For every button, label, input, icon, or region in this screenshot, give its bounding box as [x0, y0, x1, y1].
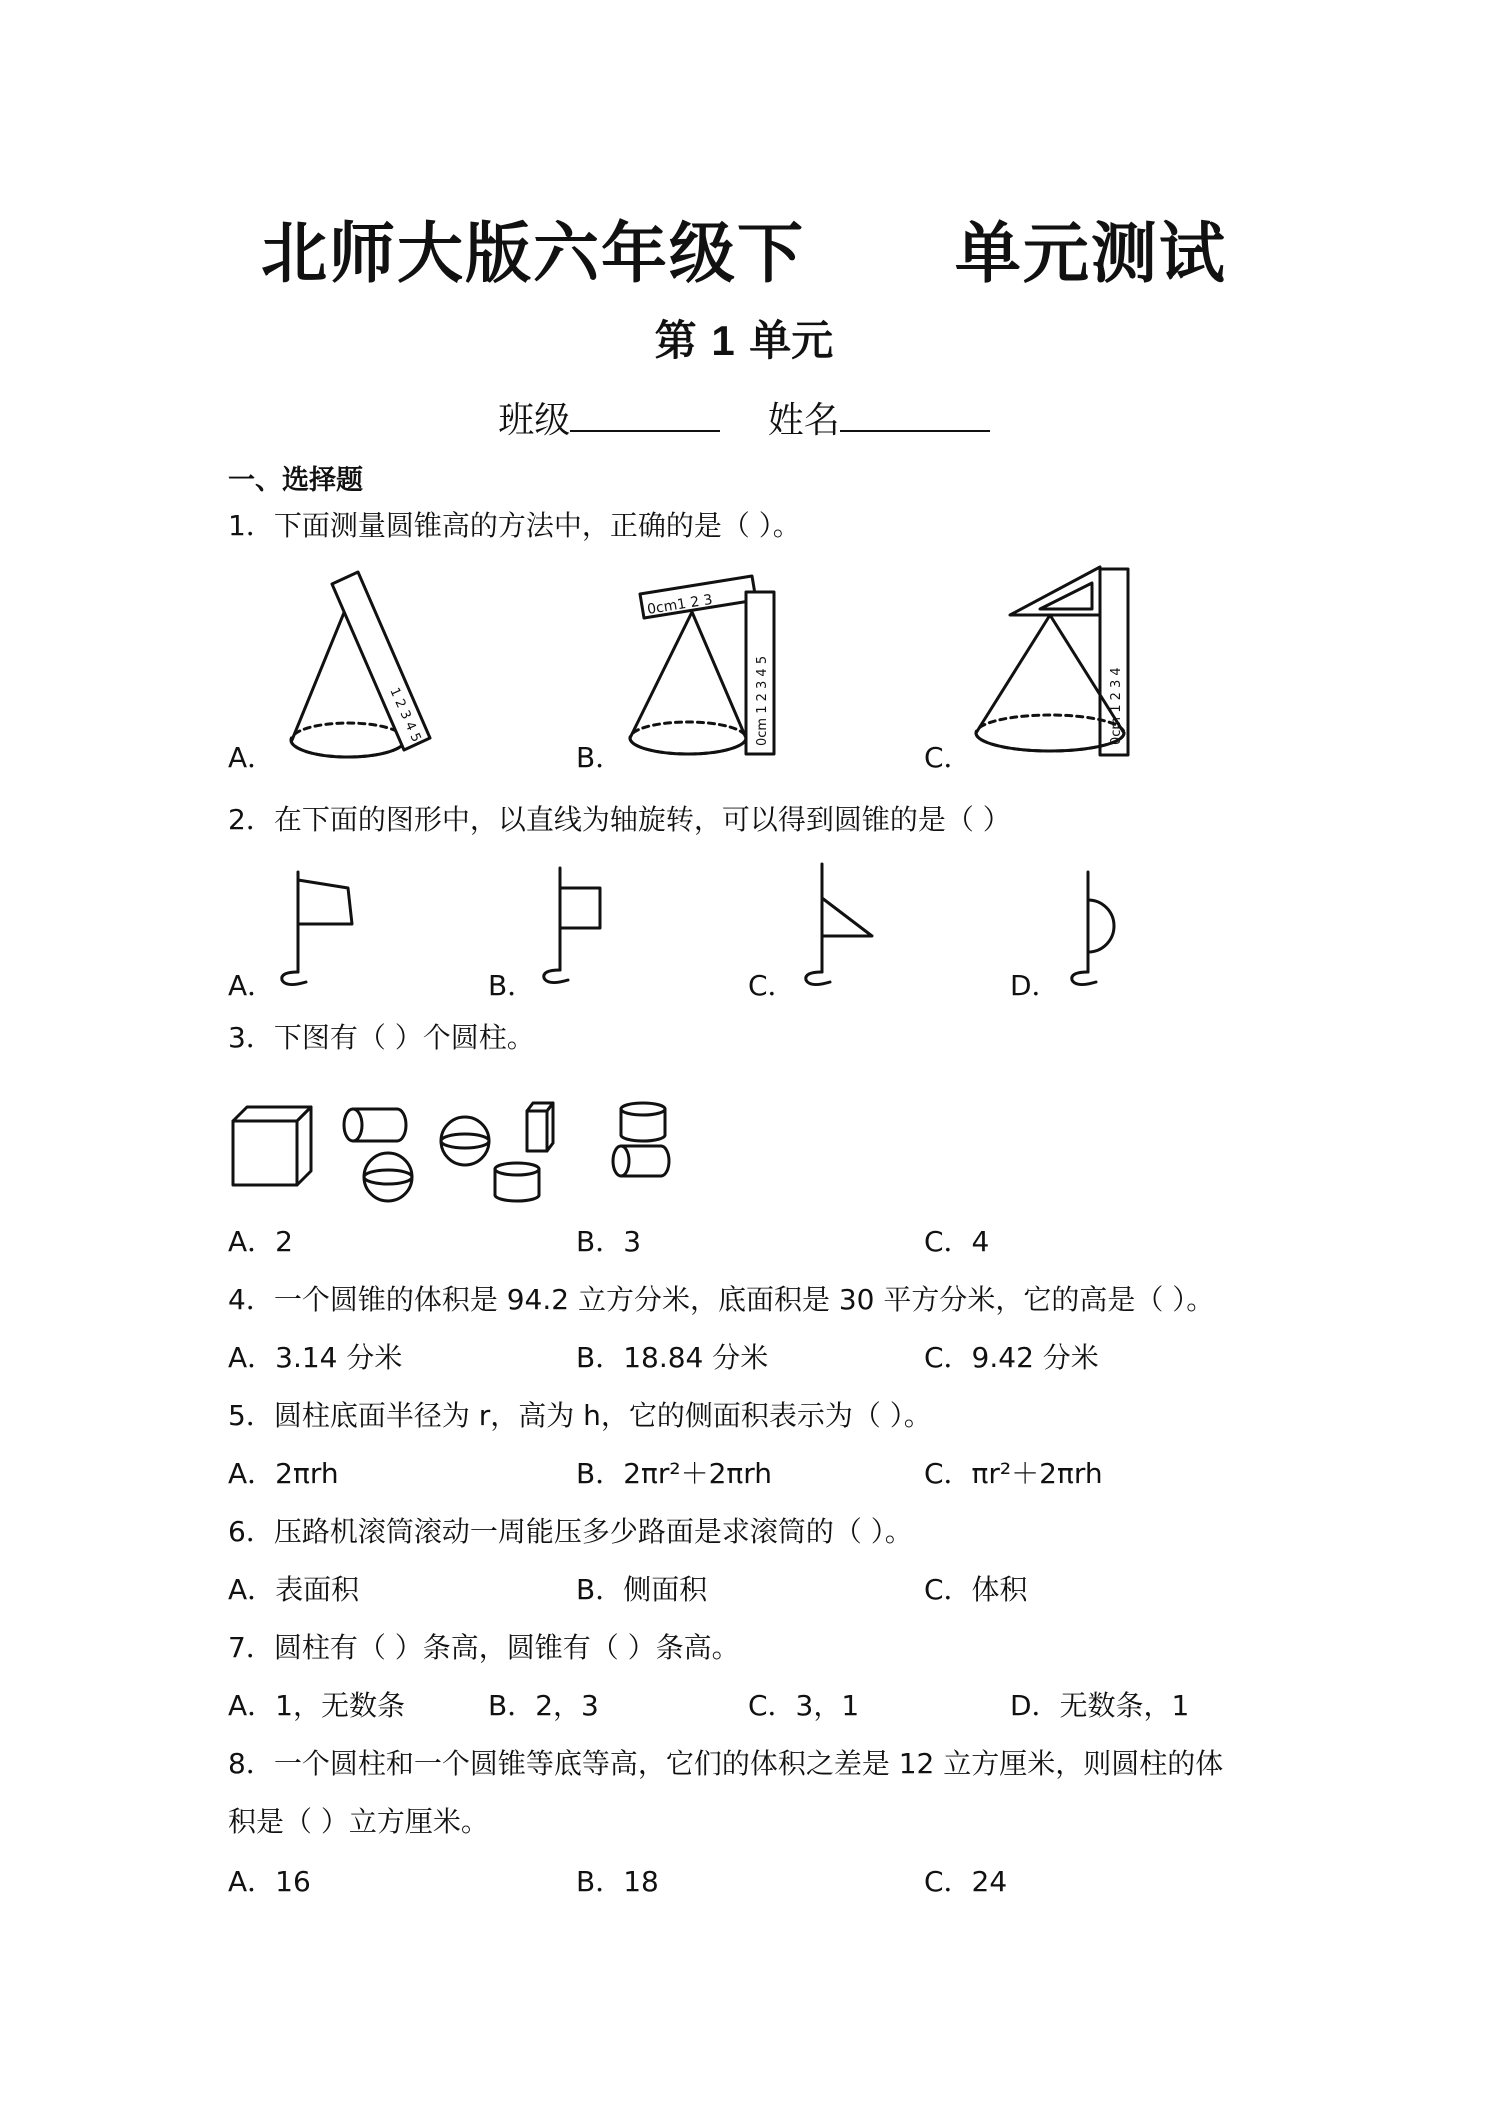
question-7-option-c[interactable]: C．3，1	[748, 1689, 860, 1722]
question-6-text: 6．压路机滚筒滚动一周能压多少路面是求滚筒的（ ）。	[228, 1515, 913, 1548]
unit-number: 1	[711, 317, 735, 364]
question-2-option-c[interactable]: C．	[748, 969, 796, 1002]
question-6-option-b[interactable]: B．侧面积	[576, 1573, 708, 1606]
svg-text:1 2 3 4 5: 1 2 3 4 5	[386, 685, 424, 745]
question-8-option-c[interactable]: C．24	[924, 1865, 1008, 1898]
student-info	[0, 392, 1488, 443]
class-blank[interactable]	[570, 396, 720, 432]
question-3-option-b[interactable]: B．3	[576, 1225, 642, 1258]
cone-ruler-figure-a	[280, 570, 480, 760]
question-5-option-c[interactable]: C．πr²＋2πrh	[924, 1457, 1103, 1490]
class-label: 班级	[498, 400, 571, 441]
question-3-option-c[interactable]: C．4	[924, 1225, 990, 1258]
question-6-option-a[interactable]: A．表面积	[228, 1573, 360, 1606]
question-2-option-b[interactable]: B．	[488, 969, 536, 1002]
question-1-option-a[interactable]: A．	[228, 741, 276, 774]
question-7-option-b[interactable]: B．2，3	[488, 1689, 599, 1722]
question-2-text: 2．在下面的图形中，以直线为轴旋转，可以得到圆锥的是（ ）	[228, 803, 1011, 836]
cone-ruler-figure-c	[960, 565, 1160, 765]
flag-triangle-figure	[790, 860, 890, 990]
name-label: 姓名	[767, 400, 840, 441]
question-1-option-c[interactable]: C．	[924, 741, 972, 774]
name-blank[interactable]	[840, 396, 990, 432]
question-8-option-a[interactable]: A．16	[228, 1865, 311, 1898]
question-1-text: 1．下面测量圆锥高的方法中，正确的是（ ）。	[228, 509, 801, 542]
question-3-text: 3．下图有（ ）个圆柱。	[228, 1021, 535, 1054]
unit-subtitle	[0, 308, 1488, 368]
cone-ruler-figure-b	[620, 570, 790, 760]
unit-prefix: 第	[654, 316, 697, 365]
svg-text:0cm 1 2 3 4 5: 0cm 1 2 3 4 5	[755, 655, 770, 746]
question-5-option-a[interactable]: A．2πrh	[228, 1457, 339, 1490]
question-4-option-c[interactable]: C．9.42 分米	[924, 1341, 1099, 1374]
question-4-option-a[interactable]: A．3.14 分米	[228, 1341, 403, 1374]
question-2-option-a[interactable]: A．	[228, 969, 276, 1002]
section-title: 一、选择题	[228, 465, 363, 496]
question-8-text-line1: 8．一个圆柱和一个圆锥等底等高，它们的体积之差是 12 立方厘米，则圆柱的体	[228, 1747, 1224, 1780]
question-4-option-b[interactable]: B．18.84 分米	[576, 1341, 769, 1374]
question-7-text: 7．圆柱有（ ）条高，圆锥有（ ）条高。	[228, 1631, 740, 1664]
question-4-text: 4．一个圆锥的体积是 94.2 立方分米，底面积是 30 平方分米，它的高是（ ）。	[228, 1283, 1215, 1316]
question-3-option-a[interactable]: A．2	[228, 1225, 293, 1258]
flag-semicircle-figure	[1050, 860, 1150, 990]
question-5-option-b[interactable]: B．2πr²＋2πrh	[576, 1457, 773, 1490]
flag-trapezoid-figure	[270, 860, 370, 990]
page-title: 北师大版六年级下 单元测试	[261, 215, 1227, 292]
svg-text:0cm1 2 3: 0cm1 2 3	[646, 591, 714, 618]
question-7-option-d[interactable]: D．无数条，1	[1010, 1689, 1190, 1722]
question-6-option-c[interactable]: C．体积	[924, 1573, 1028, 1606]
flag-square-figure	[530, 860, 630, 990]
question-2-option-d[interactable]: D．	[1010, 969, 1060, 1002]
question-8-text-line2: 积是（ ）立方厘米。	[228, 1805, 489, 1838]
svg-text:0cm 1 2 3 4: 0cm 1 2 3 4	[1109, 667, 1124, 745]
question-5-text: 5．圆柱底面半径为 r，高为 h，它的侧面积表示为（ ）。	[228, 1399, 932, 1432]
question-8-option-b[interactable]: B．18	[576, 1865, 659, 1898]
solids-figure	[225, 1095, 695, 1210]
question-1-option-b[interactable]: B．	[576, 741, 624, 774]
unit-suffix: 单元	[749, 316, 834, 365]
question-7-option-a[interactable]: A．1，无数条	[228, 1689, 405, 1722]
